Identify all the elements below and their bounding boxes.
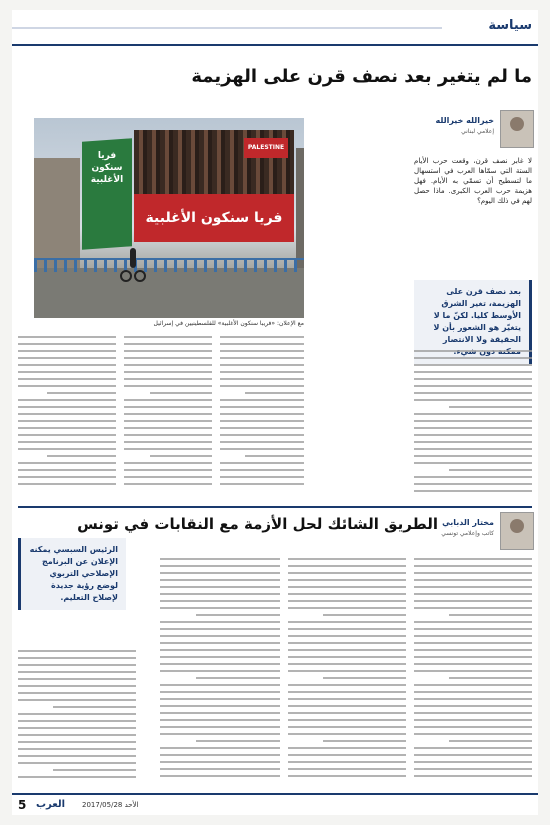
text-line — [414, 490, 532, 492]
text-line — [323, 614, 406, 616]
text-line — [449, 469, 532, 471]
text-line — [245, 455, 304, 457]
text-line — [160, 705, 280, 707]
text-line — [323, 677, 406, 679]
text-line — [18, 650, 136, 652]
text-line — [288, 586, 406, 588]
text-line — [18, 406, 116, 408]
text-line — [220, 406, 304, 408]
text-line — [220, 448, 304, 450]
text-line — [124, 469, 212, 471]
text-line — [288, 761, 406, 763]
text-line — [414, 558, 532, 560]
text-line — [124, 427, 212, 429]
text-line — [18, 755, 136, 757]
pull-quote: بعد نصف قرن على الهزيمة، تغير الشرق الأوسط كليا. لكنّ ما لا يتغيّر هو الشعور بأن لا الحقيقة ولا الانتصار — [414, 280, 532, 364]
text-line — [414, 684, 532, 686]
text-line — [220, 469, 304, 471]
text-line — [18, 483, 116, 485]
text-line — [288, 747, 406, 749]
text-line — [160, 579, 280, 581]
text-line — [18, 476, 116, 478]
text-line — [414, 635, 532, 637]
text-line — [414, 663, 532, 665]
text-line — [18, 413, 116, 415]
text-line — [414, 768, 532, 770]
text-line — [160, 607, 280, 609]
text-line — [18, 657, 136, 659]
cyclist — [124, 248, 142, 282]
text-line — [414, 747, 532, 749]
text-line — [288, 768, 406, 770]
text-line — [150, 455, 212, 457]
text-line — [414, 357, 532, 359]
text-line — [414, 371, 532, 373]
text-line — [288, 635, 406, 637]
text-line — [124, 476, 212, 478]
text-line — [18, 685, 136, 687]
text-line — [220, 420, 304, 422]
text-line — [18, 699, 136, 701]
text-line — [18, 713, 136, 715]
article-column — [414, 350, 532, 498]
text-line — [288, 663, 406, 665]
text-line — [414, 392, 532, 394]
section-header — [12, 10, 538, 46]
text-line — [18, 664, 136, 666]
text-line — [124, 483, 212, 485]
text-line — [414, 621, 532, 623]
text-line — [414, 399, 532, 401]
text-line — [414, 775, 532, 777]
text-line — [414, 705, 532, 707]
text-line — [414, 656, 532, 658]
text-line — [124, 406, 212, 408]
text-line — [160, 768, 280, 770]
article-column — [288, 558, 406, 786]
text-line — [220, 371, 304, 373]
text-line — [414, 628, 532, 630]
text-line — [18, 420, 116, 422]
text-line — [160, 698, 280, 700]
article-column — [18, 650, 136, 786]
text-line — [160, 712, 280, 714]
text-line — [220, 378, 304, 380]
text-line — [160, 719, 280, 721]
text-line — [18, 734, 136, 736]
text-line — [160, 754, 280, 756]
text-line — [288, 726, 406, 728]
issue-date: الأحد 2017/05/28 — [82, 801, 139, 809]
fence — [34, 258, 304, 272]
text-line — [288, 719, 406, 721]
billboard-side-text: فريا سنكون الأغلبية — [90, 151, 124, 185]
text-line — [18, 343, 116, 345]
text-line — [124, 336, 212, 338]
text-line — [160, 565, 280, 567]
text-line — [288, 754, 406, 756]
text-line — [18, 357, 116, 359]
text-line — [323, 740, 406, 742]
text-line — [47, 455, 116, 457]
text-line — [288, 600, 406, 602]
pull-quote: الرئيس السبسي يمكنه الإعلان عن البرنامج الإصلاحي التربوي لوضع رؤية جديدة لإصلاح التعليم. — [18, 538, 126, 610]
text-line — [18, 692, 136, 694]
text-line — [414, 364, 532, 366]
text-line — [288, 579, 406, 581]
text-line — [18, 371, 116, 373]
text-line — [414, 754, 532, 756]
page-number: 5 — [18, 798, 27, 812]
article-column — [160, 558, 280, 786]
text-line — [196, 614, 280, 616]
text-line — [288, 621, 406, 623]
newspaper-page — [12, 10, 538, 815]
text-line — [288, 775, 406, 777]
text-line — [160, 775, 280, 777]
page-footer — [12, 793, 538, 815]
text-line — [288, 733, 406, 735]
text-line — [124, 441, 212, 443]
text-line — [245, 392, 304, 394]
article-lead: لا غابر نصف قرن، وقعت حرب الأيام الستة التي سمّاها العرب في استسهال ما لتسطيح أن تسمّي به الأيام. فهل هزيمة حرب العرب الكبرى. ماذا حصل لهم في ذلك اليوم؟ — [414, 157, 532, 205]
text-line — [288, 691, 406, 693]
text-line — [414, 600, 532, 602]
text-line — [414, 434, 532, 436]
photo-caption: مع الإعلان: «فريبا سنكون الأغلبية» للفلسطينيين في إسرائيل — [153, 320, 304, 327]
text-line — [160, 558, 280, 560]
text-line — [288, 656, 406, 658]
billboard-main-text: فريا سنكون الأغلبية — [145, 210, 283, 226]
text-line — [449, 614, 532, 616]
text-line — [160, 726, 280, 728]
article-column — [124, 336, 212, 496]
text-line — [288, 565, 406, 567]
text-line — [18, 678, 136, 680]
text-line — [414, 586, 532, 588]
article-headline: الطريق الشائك لحل الأزمة مع النقابات في تونس — [77, 515, 438, 533]
text-line — [160, 586, 280, 588]
text-line — [53, 706, 136, 708]
text-line — [18, 427, 116, 429]
text-line — [414, 441, 532, 443]
text-line — [414, 726, 532, 728]
road — [34, 268, 304, 318]
text-line — [220, 462, 304, 464]
text-line — [220, 385, 304, 387]
text-line — [414, 670, 532, 672]
text-line — [288, 649, 406, 651]
text-line — [18, 448, 116, 450]
text-line — [124, 378, 212, 380]
text-line — [160, 572, 280, 574]
text-line — [53, 769, 136, 771]
article-column — [18, 336, 116, 496]
article-headline: ما لم يتغير بعد نصف قرن على الهزيمة — [191, 66, 532, 87]
text-line — [18, 378, 116, 380]
text-line — [220, 427, 304, 429]
text-line — [18, 762, 136, 764]
article-column — [414, 558, 532, 786]
author-photo — [500, 512, 534, 550]
text-line — [288, 698, 406, 700]
text-line — [124, 357, 212, 359]
text-line — [414, 413, 532, 415]
text-line — [124, 364, 212, 366]
text-line — [160, 642, 280, 644]
text-line — [288, 558, 406, 560]
building — [296, 148, 304, 268]
text-line — [150, 392, 212, 394]
text-line — [414, 712, 532, 714]
text-line — [18, 385, 116, 387]
text-line — [288, 705, 406, 707]
text-line — [414, 350, 532, 352]
text-line — [220, 336, 304, 338]
text-line — [160, 656, 280, 658]
text-line — [220, 476, 304, 478]
text-line — [18, 364, 116, 366]
author-name: مختار الدبابي — [442, 518, 494, 527]
text-line — [414, 579, 532, 581]
text-line — [160, 691, 280, 693]
text-line — [220, 399, 304, 401]
text-line — [288, 628, 406, 630]
text-line — [18, 462, 116, 464]
author-role: إعلامي لبناني — [461, 128, 494, 135]
text-line — [414, 462, 532, 464]
text-line — [18, 727, 136, 729]
text-line — [160, 684, 280, 686]
text-line — [18, 776, 136, 778]
text-line — [124, 434, 212, 436]
text-line — [414, 378, 532, 380]
author-block — [424, 512, 534, 552]
text-line — [414, 607, 532, 609]
text-line — [288, 642, 406, 644]
text-line — [414, 698, 532, 700]
author-block — [414, 110, 534, 150]
text-line — [124, 343, 212, 345]
text-line — [124, 420, 212, 422]
text-line — [220, 357, 304, 359]
text-line — [414, 565, 532, 567]
text-line — [160, 593, 280, 595]
author-role: كاتب وإعلامي تونسي — [441, 530, 494, 537]
text-line — [18, 720, 136, 722]
text-line — [124, 448, 212, 450]
text-line — [220, 434, 304, 436]
text-line — [288, 607, 406, 609]
text-line — [18, 671, 136, 673]
text-line — [288, 712, 406, 714]
billboard-palestine-label: PALESTINE — [244, 138, 288, 158]
building — [34, 158, 80, 268]
text-line — [220, 441, 304, 443]
text-line — [124, 350, 212, 352]
text-line — [160, 649, 280, 651]
article-column — [220, 336, 304, 496]
text-line — [124, 385, 212, 387]
text-line — [288, 593, 406, 595]
text-line — [18, 399, 116, 401]
text-line — [414, 649, 532, 651]
text-line — [18, 336, 116, 338]
text-line — [18, 469, 116, 471]
text-line — [449, 740, 532, 742]
text-line — [18, 441, 116, 443]
text-line — [18, 741, 136, 743]
text-line — [414, 483, 532, 485]
text-line — [160, 628, 280, 630]
text-line — [220, 350, 304, 352]
text-line — [414, 691, 532, 693]
text-line — [18, 434, 116, 436]
text-line — [449, 677, 532, 679]
text-line — [124, 462, 212, 464]
article-photo — [34, 118, 304, 318]
text-line — [196, 740, 280, 742]
text-line — [160, 635, 280, 637]
text-line — [414, 385, 532, 387]
text-line — [414, 427, 532, 429]
text-line — [160, 747, 280, 749]
text-line — [220, 483, 304, 485]
text-line — [160, 670, 280, 672]
text-line — [220, 413, 304, 415]
text-line — [414, 455, 532, 457]
text-line — [124, 413, 212, 415]
text-line — [414, 719, 532, 721]
text-line — [196, 677, 280, 679]
publication-name: العرب — [36, 799, 66, 810]
text-line — [124, 399, 212, 401]
text-line — [160, 733, 280, 735]
text-line — [47, 392, 116, 394]
text-line — [160, 761, 280, 763]
text-line — [414, 420, 532, 422]
text-line — [18, 350, 116, 352]
text-line — [288, 572, 406, 574]
article-divider — [18, 506, 532, 508]
text-line — [18, 748, 136, 750]
text-line — [414, 448, 532, 450]
section-title: سياسة — [488, 18, 532, 33]
author-photo — [500, 110, 534, 148]
text-line — [414, 476, 532, 478]
text-line — [160, 600, 280, 602]
text-line — [220, 364, 304, 366]
text-line — [414, 593, 532, 595]
text-line — [414, 733, 532, 735]
text-line — [288, 684, 406, 686]
text-line — [414, 761, 532, 763]
text-line — [449, 406, 532, 408]
text-line — [124, 371, 212, 373]
text-line — [220, 343, 304, 345]
author-name: خيرالله خيرالله — [435, 116, 494, 125]
text-line — [414, 572, 532, 574]
text-line — [414, 642, 532, 644]
text-line — [288, 670, 406, 672]
text-line — [160, 663, 280, 665]
text-line — [160, 621, 280, 623]
section-rule — [12, 27, 442, 29]
